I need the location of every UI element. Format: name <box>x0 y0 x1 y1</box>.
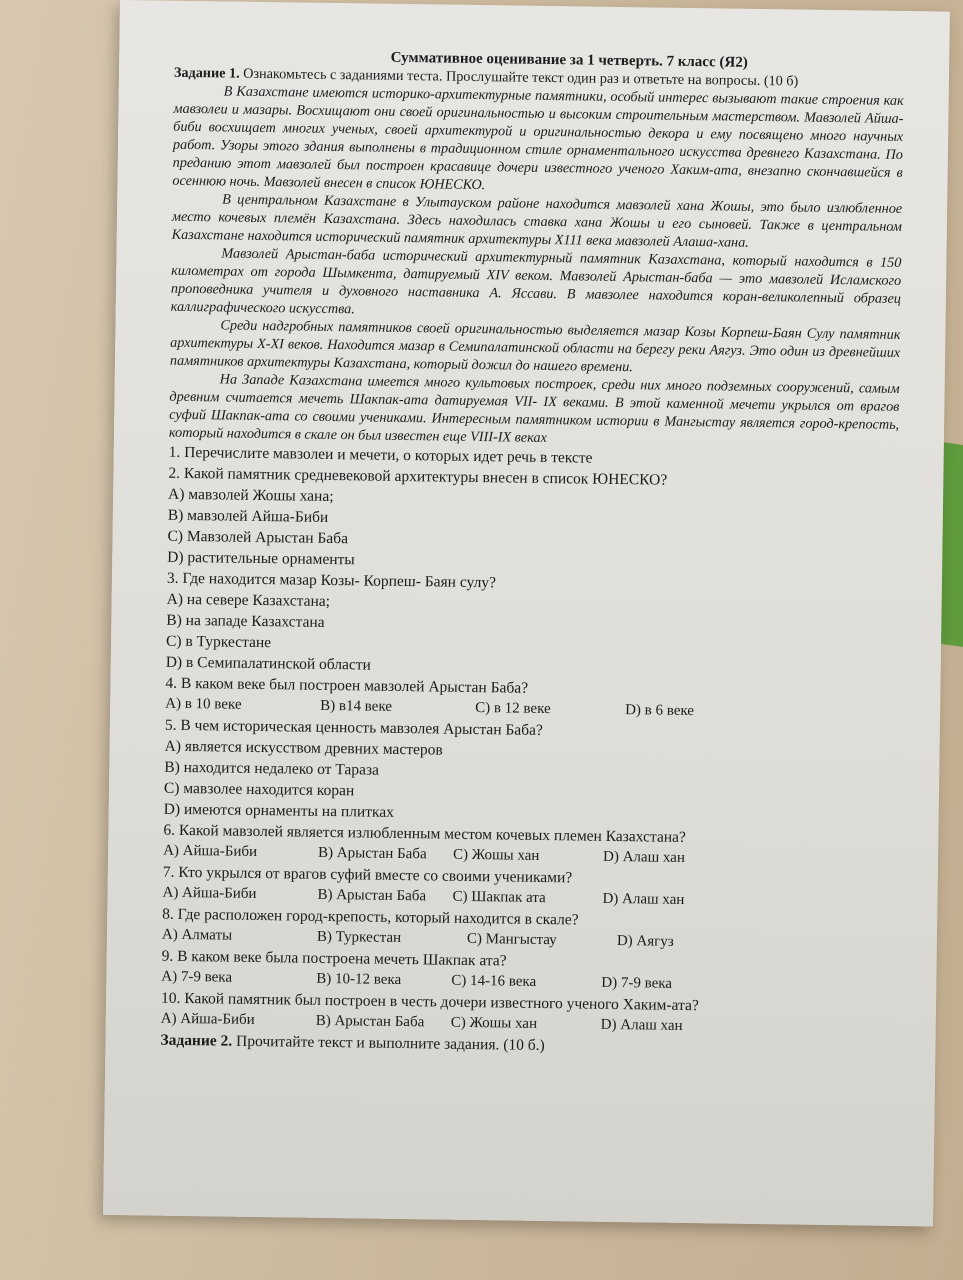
option-3a: A) на севере Казахстана; <box>166 590 331 610</box>
task2-label: Задание 2. <box>160 1031 233 1050</box>
option-3b: B) на западе Казахстана <box>166 611 325 631</box>
paper-sheet <box>103 0 950 1226</box>
paragraph-1: В Казахстане имеются историко-архитектурные памятники, особый интерес вызывают такие строения как мавзолеи и мазары. Восхищают они своей оригинальностью и высоким строительным мастерством. Мавзолей Айша-биби восхищает многих ученых, своей архитектурой и оригинальностью декора и ему посвящено много научных работ. Узоры этого здания выполнены в традиционном стиле орнаментального искусства древнего Казахстана. По преданию этот мавзолей был построен красавице дочери известного ученого Хаким-ата, внезапно скончавшейся в осеннюю ночь. Мавзолей внесен в список ЮНЕСКО. <box>172 83 904 194</box>
option-6d: D) Алаш хан <box>602 848 686 866</box>
option-4b: B) в14 веке <box>320 697 393 715</box>
questions-list <box>161 442 899 1040</box>
option-2c: C) Мавзолей Арыстан Баба <box>167 527 349 548</box>
option-7c: C) Шакпак ата <box>452 888 546 907</box>
option-3c: C) в Туркестане <box>165 632 272 652</box>
option-10c: C) Жошы хан <box>450 1014 538 1032</box>
page-title: Суммативное оценивание за 1 четверть. 7 класс (Я2) <box>390 49 748 71</box>
task1-instructions: Ознакомьтесь с заданиями теста. Прослушайте текст один раз и ответьте на вопросы. (10 б) <box>243 65 799 90</box>
option-6b: B) Арыстан Баба <box>317 844 427 863</box>
option-5b: B) находится недалеко от Тараза <box>164 758 380 779</box>
option-6c: C) Жошы хан <box>452 846 540 864</box>
paragraph-3: Мавзолей Арыстан-баба исторический архитектурный памятник Казахстана, который находится в 150 километрах от города Шымкента, датируемый XIV веком. Мавзолей Арыстан-баба — это мавзолей Исламского проповедника учителя и духовного наставника А. Яссави. В мавзолее находится коран-великолепный образец каллиграфического искусства. <box>170 245 902 318</box>
option-9d: D) 7-9 века <box>601 974 673 992</box>
option-5c: C) мавзолее находится коран <box>163 779 355 800</box>
question-6: 6. Какой мавзолей является излюбленным местом кочевых племен Казахстана? <box>163 821 686 846</box>
option-2d: D) растительные орнаменты <box>167 548 355 569</box>
option-2a: A) мавзолей Жошы хана; <box>167 485 334 506</box>
option-7d: D) Алаш хан <box>602 890 685 908</box>
question-1: 1. Перечислите мавзолеи и мечети, о которых идет речь в тексте <box>168 443 593 467</box>
option-9b: B) 10-12 века <box>316 970 402 989</box>
option-10a: A) Айша-Биби <box>160 1010 255 1028</box>
option-8c: C) Мангыстау <box>466 930 557 949</box>
question-2: 2. Какой памятник средневековой архитектуры внесен в список ЮНЕСКО? <box>168 464 668 489</box>
option-6a: A) Айша-Биби <box>163 842 258 860</box>
question-4: 4. В каком веке был построен мавзолей Арыстан Баба? <box>165 674 529 697</box>
option-8d: D) Аягуз <box>616 933 674 950</box>
paragraph-5: На Западе Казахстана имеется много культовых построек, среди них много подземных сооружений, самым древним считается мечеть Шакпак-ата датируемая VII- IX веками. В этой каменной мечети укрылся от врагов суфий Шакпак-ата со своими учениками. Интересным памятником истории в Мангыстау является город-крепость, который находится в скале он был известен еще VIII-IX веках <box>168 371 900 447</box>
question-3: 3. Где находится мазар Козы- Корпеш- Баян сулу? <box>166 569 497 592</box>
option-9a: A) 7-9 века <box>161 968 233 986</box>
worksheet-content <box>160 46 904 1061</box>
option-3d: D) в Семипалатинской области <box>165 653 372 674</box>
task1-label: Задание 1. <box>173 64 240 82</box>
option-5a: A) является искусством древних мастеров <box>164 737 443 759</box>
question-9: 9. В каком веке была построена мечеть Шакпак ата? <box>161 947 507 970</box>
option-8a: A) Алматы <box>161 926 233 944</box>
option-4d: D) в 6 веке <box>625 702 695 720</box>
task2-instructions: Прочитайте текст и выполните задания. (10 б.) <box>235 1032 545 1055</box>
question-8: 8. Где расположен город-крепость, который находится в скале? <box>162 905 579 929</box>
option-7a: A) Айша-Биби <box>162 884 257 902</box>
question-10: 10. Какой памятник был построен в честь дочери известного ученого Хаким-ата? <box>160 989 699 1015</box>
option-7b: B) Арыстан Баба <box>317 886 427 905</box>
question-5: 5. В чем историческая ценность мавзолея Арыстан Баба? <box>164 716 543 739</box>
option-4a: A) в 10 веке <box>165 695 242 713</box>
paragraph-4: Среди надгробных памятников своей оригинальностью выделяется мазар Козы Корпеш-Баян Сулу памятник архитектуры X-XI веков. Находится мазар в Семипалатинской области на берегу реки Аягуз. Это один из древнейших памятников архитектуры Казахстана, который дожил до нашего времени. <box>169 317 901 376</box>
option-10d: D) Алаш хан <box>600 1016 683 1034</box>
option-8b: B) Туркестан <box>316 928 402 947</box>
option-9c: C) 14-16 века <box>451 972 537 990</box>
option-4c: C) в 12 веке <box>475 700 551 718</box>
paragraph-2: В центральном Казахстане в Улытауском районе находится мавзолей хана Жошы, это было излюбленное место кочевых племён Казахстана. Здесь находилась ставка хана Жошы и его сыновей. Также в центральном Казахстане находится исторический памятник архитектуры Х111 века мавзолей Алаша-хана. <box>171 191 903 251</box>
question-7: 7. Кто укрылся от врагов суфий вместе со своими учениками? <box>162 863 573 887</box>
option-5d: D) имеются орнаменты на плитках <box>163 800 395 821</box>
option-2b: B) мавзолей Айша-Биби <box>167 506 329 526</box>
option-10b: B) Арыстан Баба <box>315 1012 425 1031</box>
